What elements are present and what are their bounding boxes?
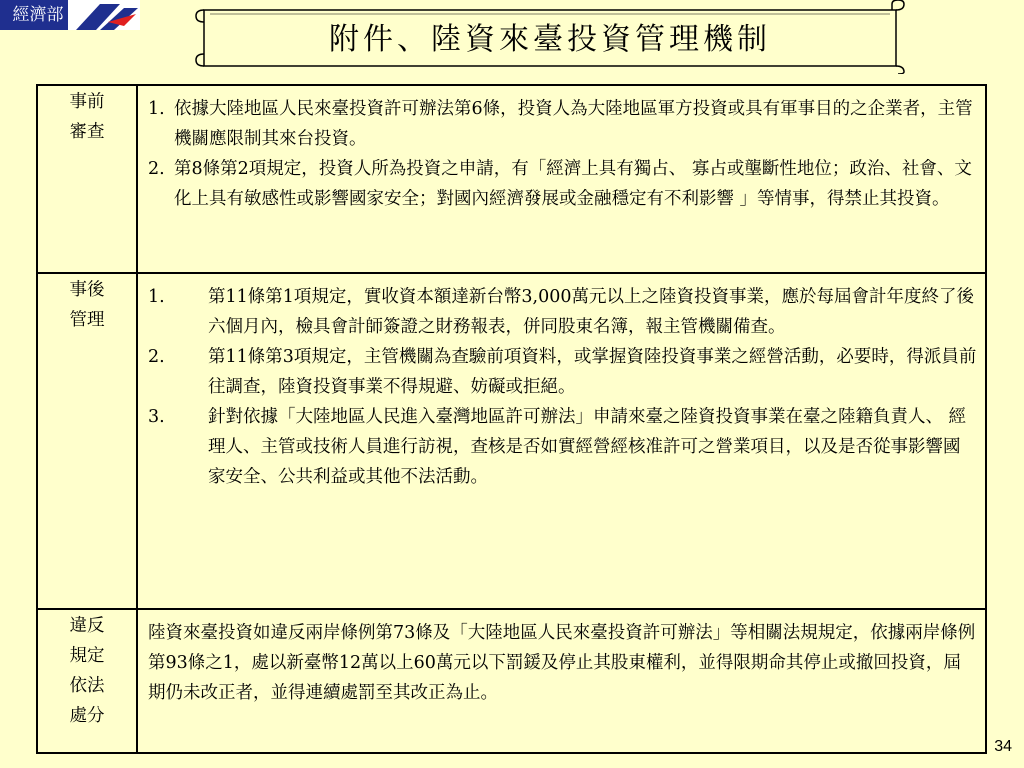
page-title: 附件、陸資來臺投資管理機制 (329, 22, 771, 57)
header-line: 依法 (69, 676, 105, 696)
header-line: 事前 (69, 92, 105, 112)
table-row-post-management (37, 273, 986, 609)
ministry-logo (0, 0, 140, 42)
header-line: 規定 (69, 646, 105, 666)
item-number: 2. (148, 347, 165, 367)
header-line: 管理 (69, 310, 105, 330)
item-number: 2. (148, 159, 165, 179)
item-number: 1. (148, 99, 165, 119)
table-row-penalties (37, 609, 986, 753)
item-text: 第11條第3項規定，主管機關為查驗前項資料，或掌握資陸投資事業之經營活動，必要時，得派員前往調查，陸資投資事業不得規避、妨礙或拒絕。 (208, 347, 977, 397)
header-line: 審查 (69, 122, 105, 142)
row-content-pre-review (137, 85, 986, 273)
header-line: 違反 (69, 616, 105, 636)
row-content-post-management (137, 273, 986, 609)
list-item (148, 342, 977, 402)
row-header-post-management (37, 273, 137, 609)
list-item (148, 154, 977, 214)
header-line: 處分 (69, 706, 105, 726)
logo-emblem-icon (68, 0, 140, 42)
item-text: 依據大陸地區人民來臺投資許可辦法第6條，投資人為大陸地區軍方投資或具有軍事目的之企業者，主管機關應限制其來台投資。 (174, 99, 973, 149)
page-number: 34 (994, 738, 1012, 755)
row-header-penalties (37, 609, 137, 753)
title-banner (190, 0, 910, 74)
list-item (148, 94, 977, 154)
row-content-penalties (137, 609, 986, 753)
list-item (148, 282, 977, 342)
rules-table (36, 84, 987, 754)
header-line: 事後 (69, 280, 105, 300)
item-number: 3. (148, 407, 165, 427)
list-item (148, 402, 977, 492)
row-header-pre-review (37, 85, 137, 273)
item-text: 第11條第1項規定，實收資本額達新台幣3,000萬元以上之陸資投資事業，應於每屆會計年度終了後六個月內，檢具會計師簽證之財務報表，併同股東名簿，報主管機關備查。 (208, 287, 974, 337)
penalty-paragraph: 陸資來臺投資如違反兩岸條例第73條及「大陸地區人民來臺投資許可辦法」等相關法規規定，依據兩岸條例第93條之1，處以新臺幣12萬以上60萬元以下罰鍰及停止其股東權利，並得限期命其停止或撤回投資，屆期仍未改正者，並得連續處罰至其改正為止。 (148, 623, 976, 703)
item-text: 第8條第2項規定，投資人所為投資之申請，有「經濟上具有獨占、 寡占或壟斷性地位；政治、社會、文化上具有敏感性或影響國家安全；對國內經濟發展或金融穩定有不利影響 」等情事，得禁止其投資。 (174, 159, 972, 209)
item-number: 1. (148, 287, 165, 307)
item-text: 針對依據「大陸地區人民進入臺灣地區許可辦法」申請來臺之陸資投資事業在臺之陸籍負責人、 經理人、主管或技術人員進行訪視，查核是否如實經營經核准許可之營業項目，以及是否從事影響國家安全、公共利益或其他不法活動。 (208, 407, 967, 487)
table-row-pre-review (37, 85, 986, 273)
logo-text: 經濟部 (0, 0, 76, 30)
